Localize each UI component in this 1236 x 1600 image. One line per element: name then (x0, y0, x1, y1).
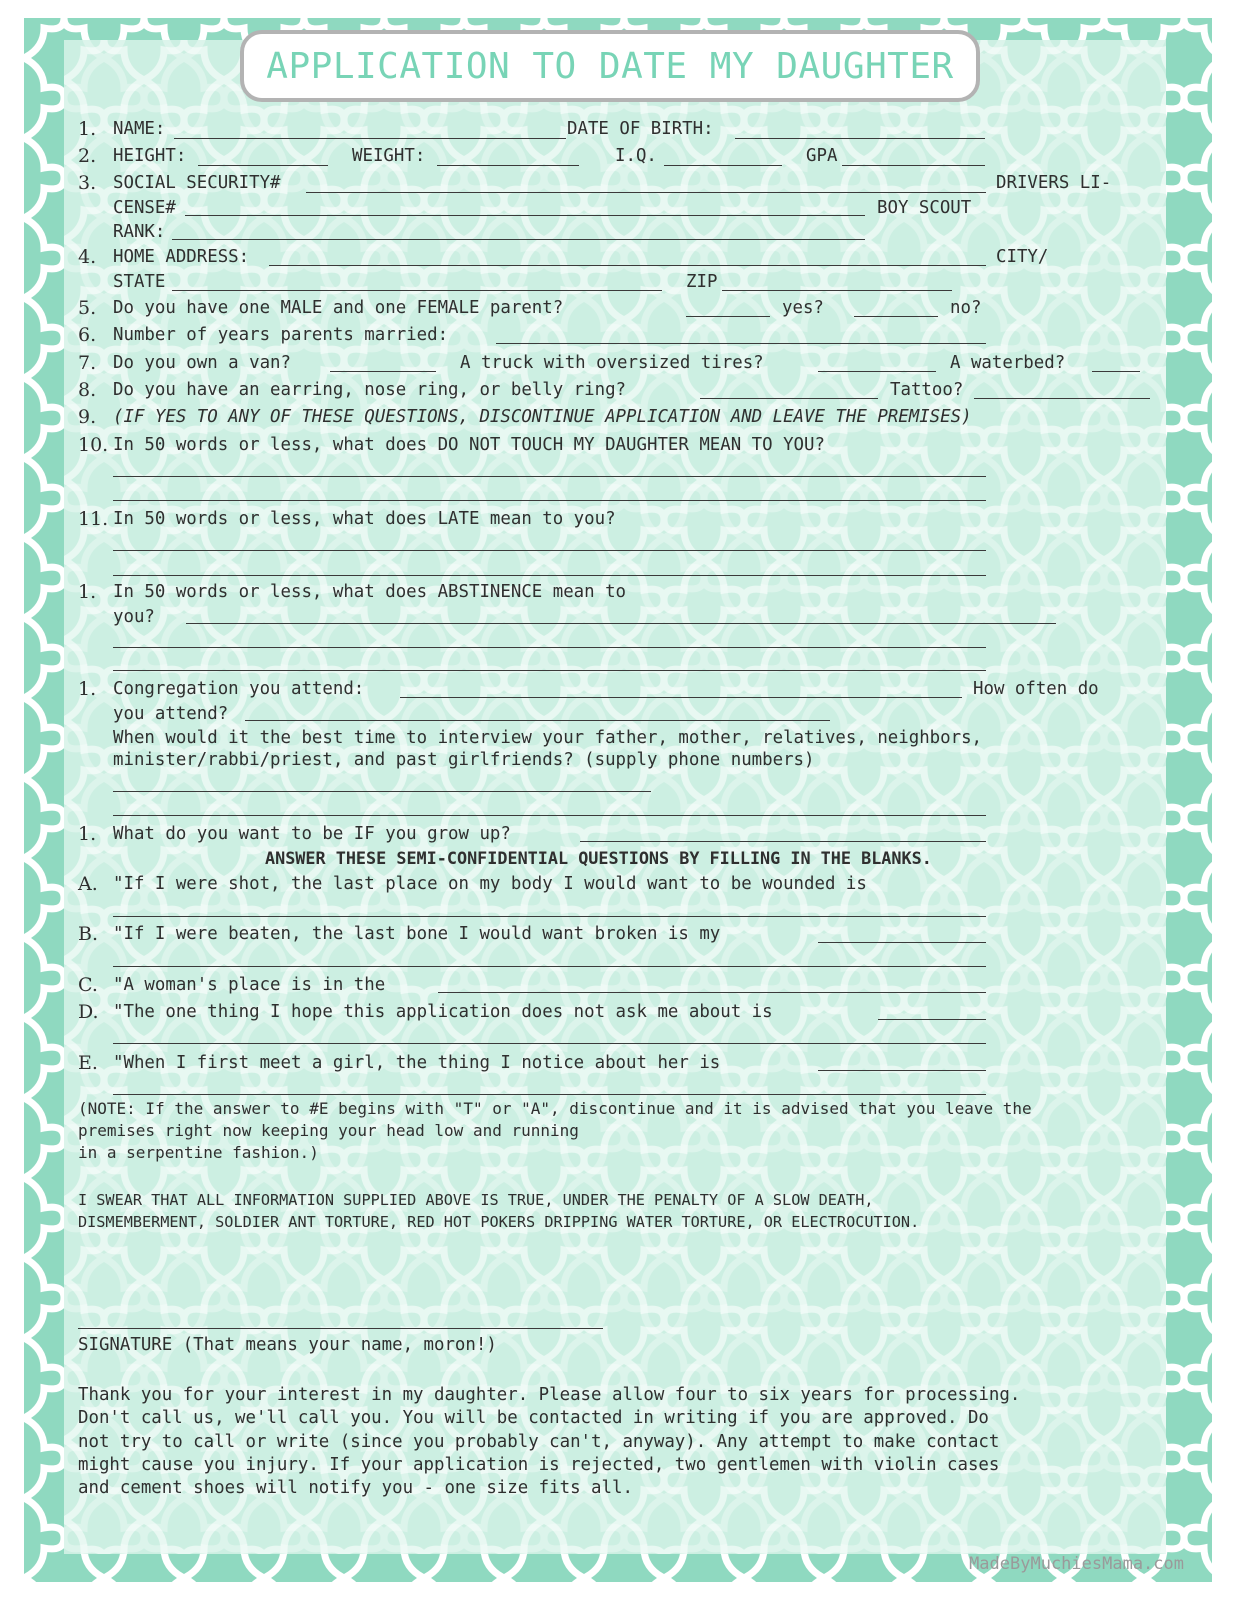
item-number: 1. (78, 581, 97, 603)
answer-line[interactable] (818, 1070, 986, 1071)
abstinence-question: In 50 words or less, what does ABSTINENCE mean to (113, 582, 627, 602)
state-field[interactable] (172, 290, 662, 291)
parents-married-field[interactable] (496, 343, 986, 344)
license-label-cont: CENSE# (113, 198, 176, 218)
discontinue-warning: (IF YES TO ANY OF THESE QUESTIONS, DISCONTINUE APPLICATION AND LEAVE THE PREMISES) (113, 407, 972, 427)
gpa-field[interactable] (842, 165, 985, 166)
oath-text: DISMEMBERMENT, SOLDIER ANT TORTURE, RED HOT POKERS DRIPPING WATER TORTURE, OR ELECTROCUTION. (78, 1213, 920, 1231)
dob-field[interactable] (735, 138, 985, 139)
rank-label: RANK: (113, 222, 166, 242)
city-label: CITY/ (996, 247, 1049, 267)
no-label: no? (950, 298, 982, 318)
semi-confidential-heading: ANSWER THESE SEMI-CONFIDENTIAL QUESTIONS BY FILLING IN THE BLANKS. (265, 848, 932, 868)
answer-line[interactable] (113, 1094, 986, 1095)
item-number: 10. (78, 434, 109, 456)
item-number: 2. (78, 145, 97, 167)
answer-line[interactable] (113, 550, 986, 551)
name-field[interactable] (174, 138, 566, 139)
rank-field[interactable] (172, 239, 865, 240)
iq-field[interactable] (664, 165, 782, 166)
oath-text: I SWEAR THAT ALL INFORMATION SUPPLIED ABOVE IS TRUE, UNDER THE PENALTY OF A SLOW DEATH, (78, 1191, 874, 1209)
truck-field[interactable] (818, 371, 936, 372)
abstinence-question-cont: you? (113, 607, 155, 627)
tattoo-field[interactable] (974, 398, 1150, 399)
answer-line[interactable] (113, 916, 986, 917)
interview-question: When would it the best time to interview your father, mother, relatives, neighbors, (113, 728, 983, 748)
license-field[interactable] (185, 215, 865, 216)
congregation-label: Congregation you attend: (113, 679, 365, 699)
answer-line[interactable] (113, 791, 651, 792)
note-text: (NOTE: If the answer to #E begins with "T" or "A", discontinue and it is advised that you leave the (78, 1099, 1032, 1118)
zip-label: ZIP (686, 272, 718, 292)
answer-line[interactable] (113, 1043, 986, 1044)
grow-up-question: What do you want to be IF you grow up? (113, 824, 511, 844)
item-number: 1. (78, 678, 97, 700)
how-often-label: How often do (973, 679, 1099, 699)
item-number: 1. (78, 118, 97, 140)
home-address-field[interactable] (269, 265, 986, 266)
item-number: 5. (78, 297, 97, 319)
question-hope-not-ask: "The one thing I hope this application does not ask me about is (113, 1002, 773, 1022)
waterbed-field[interactable] (1092, 371, 1140, 372)
piercing-question: Do you have an earring, nose ring, or belly ring? (113, 380, 627, 400)
weight-field[interactable] (437, 165, 579, 166)
question-first-meet: "When I first meet a girl, the thing I notice about her is (113, 1053, 721, 1073)
grow-up-field[interactable] (580, 841, 986, 842)
item-number: 9. (78, 406, 97, 428)
do-not-touch-question: In 50 words or less, what does DO NOT TOUCH MY DAUGHTER MEAN TO YOU? (113, 435, 825, 455)
question-shot: "If I were shot, the last place on my body I would want to be wounded is (113, 874, 867, 894)
congregation-field[interactable] (400, 697, 962, 698)
boy-scout-label: BOY SCOUT (877, 198, 972, 218)
answer-line[interactable] (113, 500, 986, 501)
closing-paragraph: and cement shoes will notify you - one size fits all. (78, 1478, 633, 1498)
closing-paragraph: not try to call or write (since you probably can't, anyway). Any attempt to make contact (78, 1432, 1000, 1452)
weight-label: WEIGHT: (352, 146, 426, 166)
item-letter: A. (78, 873, 98, 895)
item-number: 11. (78, 508, 109, 530)
site-credit: MadeByMuchiesMama.com (969, 1554, 1184, 1574)
closing-paragraph: Thank you for your interest in my daughter. Please allow four to six years for processing. (78, 1385, 1021, 1405)
no-field[interactable] (854, 316, 938, 317)
answer-line[interactable] (818, 942, 986, 943)
item-number: 6. (78, 324, 97, 346)
waterbed-question: A waterbed? (950, 353, 1066, 373)
closing-paragraph: Don't call us, we'll call you. You will be contacted in writing if you are approved. Do (78, 1408, 989, 1428)
truck-question: A truck with oversized tires? (460, 353, 764, 373)
interview-question-cont: minister/rabbi/priest, and past girlfriends? (supply phone numbers) (113, 750, 815, 770)
height-field[interactable] (198, 165, 328, 166)
page-title: APPLICATION TO DATE MY DAUGHTER (266, 45, 954, 87)
item-number: 8. (78, 379, 97, 401)
question-womans-place: "A woman's place is in the (113, 975, 386, 995)
attendance-field[interactable] (245, 720, 830, 721)
ssn-label: SOCIAL SECURITY# (113, 173, 281, 193)
yes-label: yes? (782, 298, 824, 318)
zip-field[interactable] (722, 290, 952, 291)
item-number: 4. (78, 246, 97, 268)
answer-line[interactable] (113, 575, 986, 576)
parents-question: Do you have one MALE and one FEMALE parent? (113, 298, 564, 318)
answer-line[interactable] (113, 815, 986, 816)
item-letter: E. (78, 1052, 98, 1074)
note-text: in a serpentine fashion.) (78, 1143, 319, 1162)
parents-married-label: Number of years parents married: (113, 325, 449, 345)
signature-label: SIGNATURE (That means your name, moron!) (78, 1335, 497, 1355)
van-field[interactable] (330, 371, 436, 372)
tattoo-question: Tattoo? (890, 380, 964, 400)
answer-line[interactable] (186, 623, 1056, 624)
signature-field[interactable] (78, 1328, 603, 1329)
item-letter: C. (78, 974, 98, 996)
question-beaten: "If I were beaten, the last bone I would want broken is my (113, 924, 721, 944)
answer-line[interactable] (113, 476, 986, 477)
item-letter: B. (78, 923, 99, 945)
answer-line[interactable] (113, 647, 986, 648)
height-label: HEIGHT: (113, 146, 187, 166)
piercing-field[interactable] (700, 398, 878, 399)
ssn-field[interactable] (306, 192, 986, 193)
item-number: 7. (78, 352, 97, 374)
item-number: 3. (78, 172, 97, 194)
gpa-label: GPA (806, 146, 838, 166)
answer-line[interactable] (113, 670, 986, 671)
state-label: STATE (113, 272, 166, 292)
late-question: In 50 words or less, what does LATE mean to you? (113, 509, 616, 529)
answer-line[interactable] (113, 966, 986, 967)
iq-label: I.Q. (615, 146, 657, 166)
item-letter: D. (78, 1001, 99, 1023)
item-number: 1. (78, 823, 97, 845)
answer-line[interactable] (438, 992, 986, 993)
title-banner (240, 30, 980, 102)
closing-paragraph: might cause you injury. If your application is rejected, two gentlemen with violin cases (78, 1455, 1000, 1475)
drivers-license-label: DRIVERS LI- (996, 173, 1112, 193)
name-label: NAME: (113, 119, 166, 139)
home-address-label: HOME ADDRESS: (113, 247, 250, 267)
yes-field[interactable] (686, 316, 770, 317)
answer-line[interactable] (878, 1019, 986, 1020)
dob-label: DATE OF BIRTH: (567, 119, 714, 139)
you-attend-label: you attend? (113, 704, 229, 724)
van-question: Do you own a van? (113, 353, 291, 373)
note-text: premises right now keeping your head low and running (78, 1121, 579, 1140)
